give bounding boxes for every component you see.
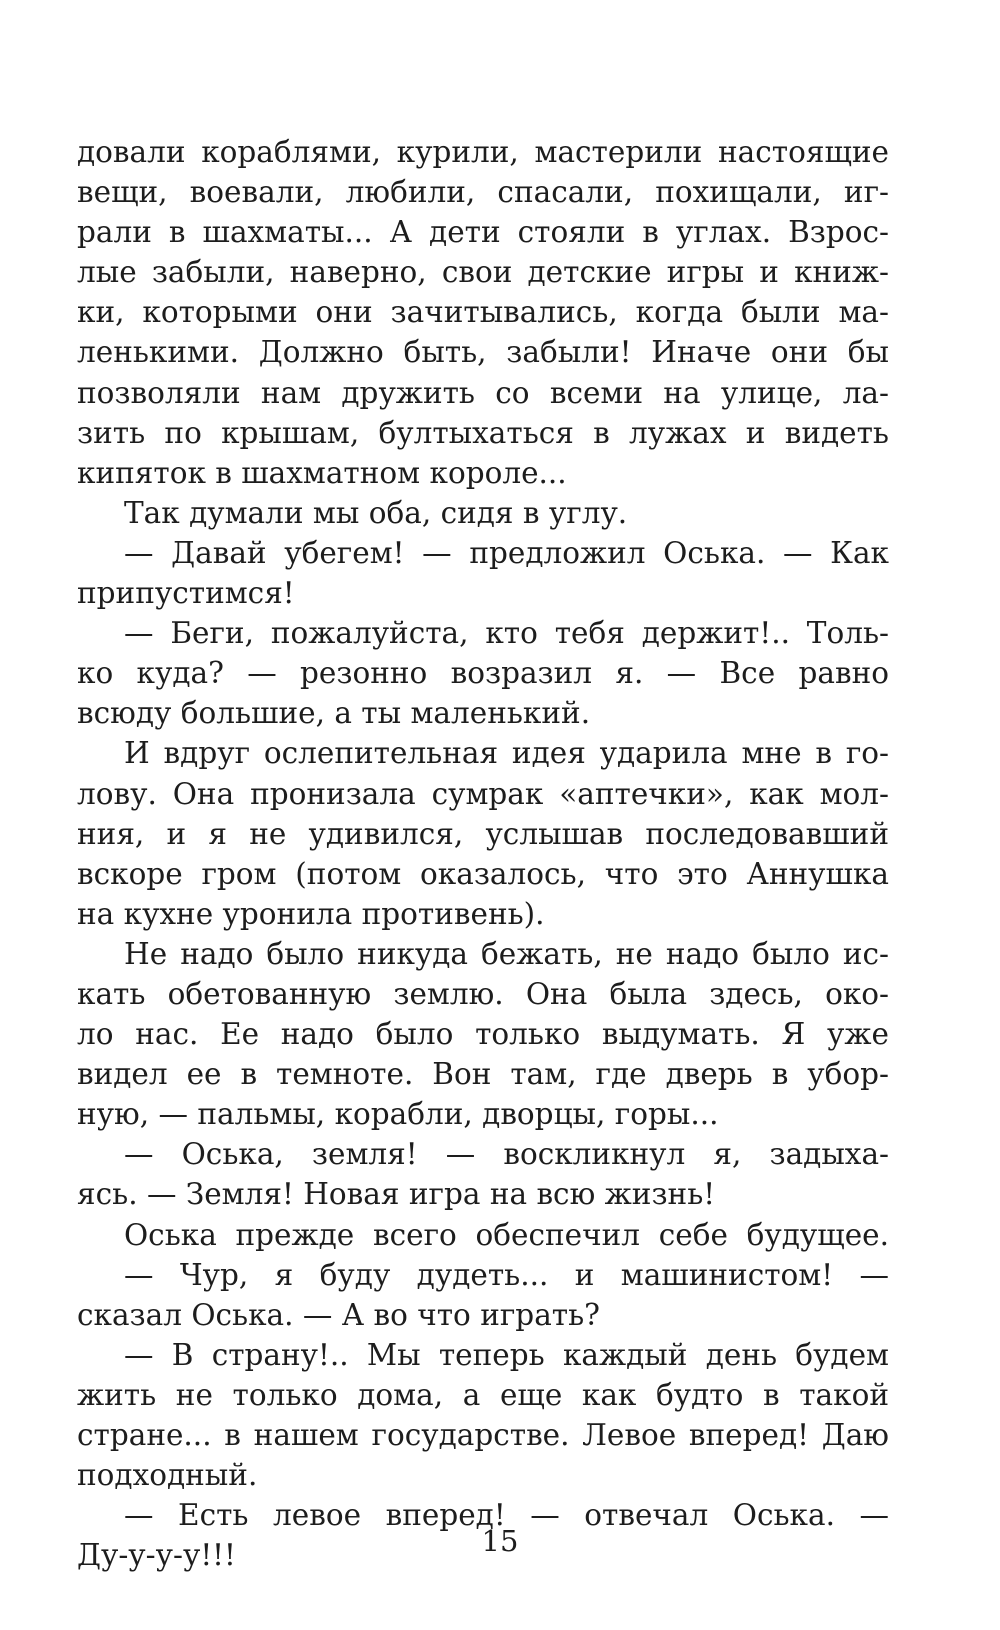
text-line: жить не только дома, а еще как будто в такой (77, 1377, 889, 1412)
text-line: стране... в нашем государстве. Левое вперед! Даю (77, 1418, 889, 1452)
text-line: на кухне уронила противень). (77, 896, 545, 931)
text-line: ния, и я не удивился, услышав последовавший (77, 816, 889, 851)
text-line: видел ее в темноте. Вон там, где дверь в убор- (77, 1057, 889, 1092)
text-line: — Давай убегем! — предложил Оська. — Как (124, 535, 889, 570)
text-line: — Есть левое вперед! — отвечал Оська. — (124, 1498, 889, 1533)
text-line: сказал Оська. — А во что играть? (77, 1297, 600, 1332)
text-line: Ду-у-у-у!!! (77, 1538, 236, 1573)
text-line: — Оська, земля! — воскликнул я, задыха- (124, 1137, 889, 1172)
text-line: Так думали мы оба, сидя в углу. (124, 495, 628, 530)
text-line: ясь. — Земля! Новая игра на всю жизнь! (77, 1177, 716, 1212)
text-line: ленькими. Должно быть, забыли! Иначе они бы (77, 335, 889, 370)
body-text (77, 132, 889, 1575)
text-line: — В страну!.. Мы теперь каждый день будем (124, 1337, 889, 1372)
text-line: ную, — пальмы, корабли, дворцы, горы... (77, 1097, 719, 1132)
text-line: вскоре гром (потом оказалось, что это Аннушка (77, 856, 889, 891)
text-line: позволяли нам дружить со всеми на улице, ла- (77, 375, 889, 410)
text-line: довали кораблями, курили, мастерили настоящие (77, 135, 889, 169)
text-line: кать обетованную землю. Она была здесь, око- (77, 976, 889, 1011)
text-line: — Чур, я буду дудеть... и машинистом! — (124, 1257, 889, 1292)
text-line: И вдруг ослепительная идея ударила мне в го- (124, 736, 889, 771)
text-line: лову. Она пронизала сумрак «аптечки», как мол- (77, 776, 889, 811)
text-line: — Беги, пожалуйста, кто тебя держит!.. Толь- (124, 616, 889, 651)
text-line: ки, которыми они зачитывались, когда были ма- (77, 295, 889, 330)
text-line: ко куда? — резонно возразил я. — Все равно (77, 656, 889, 691)
text-line: припустимся! (77, 576, 295, 611)
text-line: ло нас. Ее надо было только выдумать. Я уже (77, 1017, 889, 1052)
text-line: Оська прежде всего обеспечил себе будущее. (124, 1217, 889, 1252)
text-line: рали в шахматы... А дети стояли в углах. Взрос- (77, 215, 889, 250)
text-line: зить по крышам, бултыхаться в лужах и видеть (77, 415, 889, 450)
text-line: Не надо было никуда бежать, не надо было ис- (124, 936, 889, 971)
text-line: всюду большие, а ты маленький. (77, 696, 591, 731)
text-line: подходный. (77, 1458, 258, 1493)
text-line: лые забыли, наверно, свои детские игры и книж- (77, 255, 889, 290)
page-number: 15 (481, 1524, 519, 1558)
text-line: вещи, воевали, любили, спасали, похищали, иг- (77, 175, 889, 210)
text-line: кипяток в шахматном короле... (77, 455, 567, 490)
